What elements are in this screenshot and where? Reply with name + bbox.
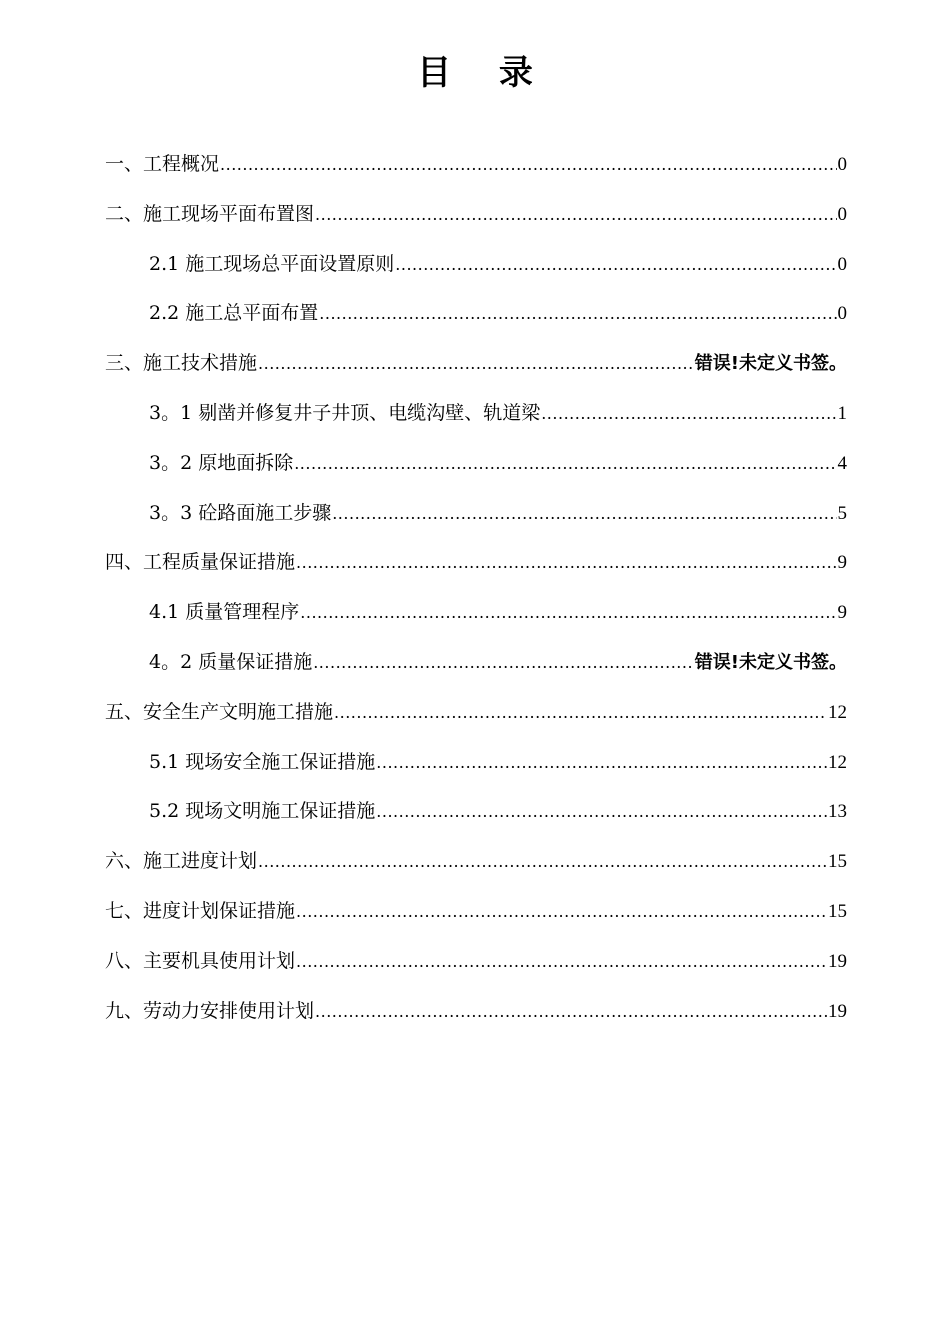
toc-entry-label: 5.2 现场文明施工保证措施: [149, 800, 376, 823]
toc-entry-label: 3。2 原地面拆除: [149, 451, 294, 474]
toc-dot-leader: [296, 887, 827, 937]
toc-entry-page-number: 1: [837, 402, 847, 424]
toc-entry[interactable]: [105, 887, 847, 937]
toc-entry[interactable]: [105, 140, 847, 190]
toc-dot-leader: [376, 787, 827, 837]
toc-dot-leader: [319, 289, 836, 339]
toc-dot-leader: [315, 987, 827, 1037]
toc-entry[interactable]: [105, 638, 847, 688]
toc-entry[interactable]: [105, 787, 847, 837]
toc-dot-leader: [315, 190, 836, 240]
toc-entry-page-number: 12: [828, 701, 847, 723]
toc-entry[interactable]: [105, 439, 847, 489]
toc-entry-label: 四、工程质量保证措施: [105, 551, 296, 574]
toc-entry-page-number: 0: [837, 154, 847, 175]
toc-entry-label: 一、工程概况: [105, 153, 220, 175]
toc-dot-leader: [313, 638, 694, 688]
toc-entry[interactable]: [105, 190, 847, 240]
toc-dot-leader: [258, 339, 694, 389]
toc-entry-label: 九、劳动力安排使用计划: [105, 999, 315, 1022]
toc-dot-leader: [220, 140, 836, 190]
toc-entry-page-number: 12: [828, 751, 847, 773]
toc-entry-label: 5.1 现场安全施工保证措施: [149, 750, 376, 773]
toc-dot-leader: [258, 837, 827, 887]
toc-entry-bookmark-error: 错误!未定义书签。: [694, 353, 847, 375]
toc-dot-leader: [334, 688, 827, 738]
toc-entry[interactable]: [105, 240, 847, 290]
toc-entry-page-number: 19: [828, 1000, 847, 1022]
toc-entry-label: 4.1 质量管理程序: [149, 601, 300, 624]
toc-entry-page-number: 15: [828, 900, 847, 922]
toc-entry[interactable]: [105, 489, 847, 539]
toc-entry[interactable]: [105, 588, 847, 638]
toc-entry[interactable]: [105, 937, 847, 987]
toc-entry-bookmark-error: 错误!未定义书签。: [694, 651, 847, 673]
toc-entry-page-number: 15: [828, 851, 847, 873]
toc-entry-label: 二、施工现场平面布置图: [105, 202, 315, 225]
toc-dot-leader: [296, 937, 827, 987]
toc-entry-label: 七、进度计划保证措施: [105, 899, 296, 922]
toc-dot-leader: [332, 489, 836, 539]
toc-entry[interactable]: [105, 389, 847, 439]
toc-entry-page-number: 4: [837, 452, 847, 474]
toc-entry[interactable]: [105, 688, 847, 738]
toc-entry-label: 3。1 剔凿并修复井子井顶、电缆沟壁、轨道梁: [149, 401, 541, 424]
toc-entry-label: 2.1 施工现场总平面设置原则: [149, 252, 395, 275]
toc-dot-leader: [296, 538, 836, 588]
toc-entry-label: 2.2 施工总平面布置: [149, 302, 319, 325]
toc-entry[interactable]: [105, 339, 847, 389]
toc-entry[interactable]: [105, 987, 847, 1037]
toc-entry-label: 六、施工进度计划: [105, 850, 258, 873]
toc-entry-page-number: 13: [828, 801, 847, 823]
toc-entry[interactable]: [105, 538, 847, 588]
table-of-contents: [105, 140, 847, 1036]
toc-entry-page-number: 0: [837, 203, 847, 225]
toc-entry-page-number: 9: [837, 602, 847, 624]
toc-entry-label: 三、施工技术措施: [105, 352, 258, 375]
toc-entry-page-number: 19: [828, 950, 847, 972]
toc-dot-leader: [300, 588, 836, 638]
toc-entry-label: 五、安全生产文明施工措施: [105, 700, 334, 723]
toc-entry-page-number: 0: [837, 253, 847, 275]
toc-entry-label: 八、主要机具使用计划: [105, 949, 296, 972]
toc-dot-leader: [376, 738, 827, 788]
toc-entry[interactable]: [105, 837, 847, 887]
toc-entry-page-number: 0: [837, 303, 847, 325]
toc-dot-leader: [395, 240, 836, 290]
toc-dot-leader: [541, 389, 836, 439]
toc-entry-page-number: 9: [837, 552, 847, 574]
toc-entry-page-number: 5: [837, 502, 847, 524]
toc-dot-leader: [294, 439, 836, 489]
toc-entry-label: 4。2 质量保证措施: [149, 650, 313, 673]
toc-entry[interactable]: [105, 738, 847, 788]
page-title: 目 录: [417, 53, 551, 93]
toc-entry-label: 3。3 砼路面施工步骤: [149, 501, 332, 524]
toc-entry[interactable]: [105, 289, 847, 339]
